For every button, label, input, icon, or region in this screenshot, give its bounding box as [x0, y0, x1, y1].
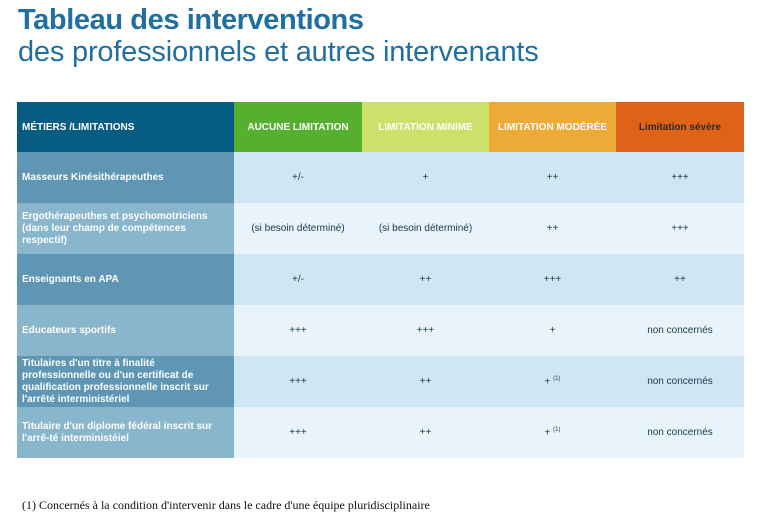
header-aucune-limitation: AUCUNE LIMITATION	[234, 102, 362, 152]
cell-severe: +++	[616, 203, 744, 254]
table-row	[17, 356, 744, 407]
page-title: Tableau des interventions	[18, 4, 364, 36]
row-label: Educateurs sportifs	[17, 305, 234, 356]
cell-moderee: ++	[489, 203, 616, 254]
row-label: Ergothérapeuthes et psychomotriciens (dans leur champ de compétences respectif)	[17, 203, 234, 254]
cell-aucune: +++	[234, 356, 362, 407]
footnote: (1) Concernés à la condition d'intervenir dans le cadre d'une équipe pluridisciplinaire	[22, 498, 430, 512]
cell-minime: +	[362, 152, 489, 203]
table-row	[17, 203, 744, 254]
row-label: Enseignants en APA	[17, 254, 234, 305]
header-limitation-severe: Limitation sévère	[616, 102, 744, 152]
table-row	[17, 152, 744, 203]
cell-severe: ++	[616, 254, 744, 305]
table-header-row	[17, 102, 744, 152]
cell-moderee: ++	[489, 152, 616, 203]
row-label: Titulaire d'un diplome fédéral inscrit sur l'arrê-té interministéiel	[17, 407, 234, 458]
cell-minime: ++	[362, 356, 489, 407]
header-limitation-minime: LIMITATION MINIME	[362, 102, 489, 152]
cell-value: +	[544, 427, 551, 439]
cell-severe: non concernés	[616, 407, 744, 458]
cell-aucune: (si besoin déterminé)	[234, 203, 362, 254]
cell-aucune: +/-	[234, 254, 362, 305]
cell-minime: ++	[362, 254, 489, 305]
cell-moderee: +	[489, 305, 616, 356]
cell-minime: (si besoin déterminé)	[362, 203, 489, 254]
interventions-table	[17, 102, 744, 458]
cell-moderee	[489, 356, 616, 407]
header-metiers: MÉTIERS /LIMITATIONS	[17, 102, 234, 152]
row-label: Titulaires d'un titre à finalité professionnelle ou d'un certificat de qualification professionnelle inscrit sur l'arrêté interministériel	[17, 356, 234, 407]
footnote-ref: (1)	[553, 375, 561, 382]
table-row	[17, 305, 744, 356]
cell-aucune: +++	[234, 305, 362, 356]
footnote-ref: (1)	[553, 426, 561, 433]
cell-severe: non concernés	[616, 356, 744, 407]
cell-moderee	[489, 407, 616, 458]
header-limitation-moderee: LIMITATION MODÉRÉE	[489, 102, 616, 152]
cell-moderee: +++	[489, 254, 616, 305]
cell-aucune: +/-	[234, 152, 362, 203]
cell-aucune: +++	[234, 407, 362, 458]
row-label: Masseurs Kinésithérapeuthes	[17, 152, 234, 203]
cell-minime: ++	[362, 407, 489, 458]
table-row	[17, 407, 744, 458]
cell-severe: non concernés	[616, 305, 744, 356]
cell-value: +	[544, 376, 551, 388]
page-subtitle: des professionnels et autres intervenants	[18, 36, 539, 68]
cell-minime: +++	[362, 305, 489, 356]
table-row	[17, 254, 744, 305]
cell-severe: +++	[616, 152, 744, 203]
